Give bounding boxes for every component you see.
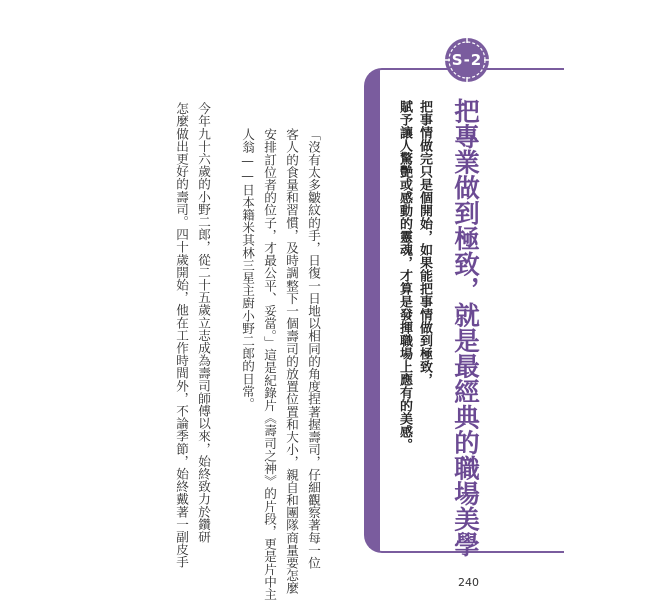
body-line: 「沒有太多皺紋的手，日復一日地以相同的角度捏著握壽司，仔細觀察著每一位 xyxy=(306,128,321,569)
card-accent-strip xyxy=(366,70,380,551)
subtitle-line: 賦予讓人驚艷或感動的靈魂，才算是發揮職場上應有的美感。 xyxy=(397,100,412,451)
subtitle-line: 把事情做完只是個開始，如果能把事情做到極致， xyxy=(417,100,432,386)
page-number: 240 xyxy=(458,576,479,589)
body-line: 怎麼做出更好的壽司。四十歲開始，他在工作時間外，不論季節，始終戴著一副皮手 xyxy=(174,102,189,569)
body-line: 安排訂位者的位子，才最公平、妥當。」這是紀錄片《壽司之神》的片段，更是片中主 xyxy=(262,128,277,601)
body-line: 今年九十六歲的小野二郎，從二十五歲立志成為壽司師傅以來，始終致力於鑽研 xyxy=(196,102,211,543)
section-badge xyxy=(443,36,491,84)
badge-label: S-2 xyxy=(451,51,483,69)
body-line: 客人的食量和習慣，及時調整下一個壽司的放置位置和大小，親自和團隊商量要怎麼 xyxy=(284,128,299,595)
chapter-title: 把專業做到極致，就是最經典的職場美學 xyxy=(450,98,480,557)
quote-paragraph xyxy=(236,128,324,601)
chapter-subtitle xyxy=(394,100,434,451)
body-line: 人翁——日本籍米其林三星主廚小野二郎的日常。 xyxy=(240,128,255,410)
body-paragraph xyxy=(170,102,214,569)
